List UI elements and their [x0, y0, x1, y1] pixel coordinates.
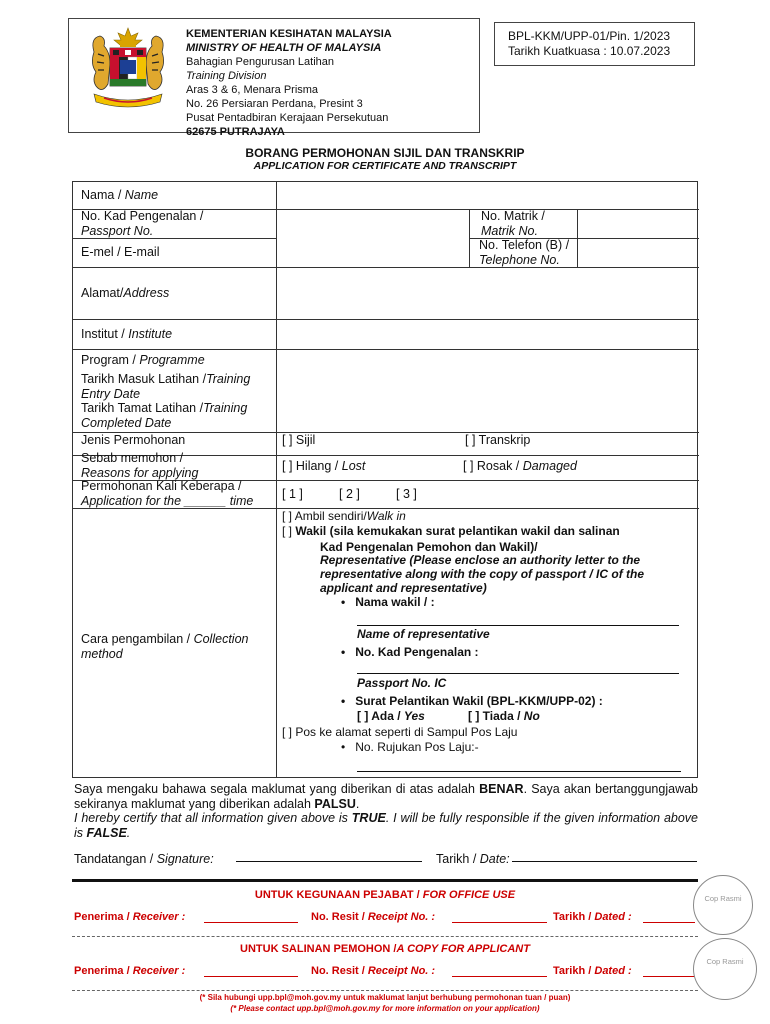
checkbox-walk-in[interactable]: [ ] Ambil sendiri/Walk in — [282, 509, 406, 523]
email-field[interactable] — [276, 238, 468, 266]
division-ms: Bahagian Pengurusan Latihan — [186, 56, 335, 68]
copy-date-line[interactable] — [643, 976, 695, 977]
label-address: Alamat/Address — [81, 286, 170, 300]
post-reference-label: • No. Rujukan Pos Laju:- — [341, 740, 479, 754]
office-receiver-label: Penerima / Receiver : — [74, 911, 186, 923]
checkbox-lost[interactable]: [ ] Hilang / Lost — [282, 459, 366, 473]
declaration-en: I hereby certify that all information given above is TRUE. I will be fully responsible if the given information above is FALSE. — [74, 811, 699, 840]
checkbox-times-3[interactable]: [ 3 ] — [396, 487, 417, 501]
label-ic: No. Kad Pengenalan / Passport No. — [81, 209, 204, 238]
cut-line-1 — [72, 936, 698, 937]
checkbox-times-1[interactable]: [ 1 ] — [282, 487, 303, 501]
rep-instruction-2: Kad Pengenalan Pemohon dan Wakil)/ — [320, 540, 538, 554]
checkbox-times-2[interactable]: [ 2 ] — [339, 487, 360, 501]
ministry-name-ms: KEMENTERIAN KESIHATAN MALAYSIA — [186, 28, 392, 40]
label-collection-method: Cara pengambilan / Collection method — [81, 632, 249, 661]
rep-instruction-3: Representative (Please enclose an authority letter to the — [320, 553, 641, 567]
label-phone: No. Telefon (B) / Telephone No. — [479, 238, 570, 267]
signature-label: Tandatangan / Signature: — [74, 852, 214, 866]
label-entry-date: Tarikh Masuk Latihan /Training Entry Date — [81, 372, 251, 401]
label-reason: Sebab memohon / Reasons for applying — [81, 451, 199, 480]
office-date-line[interactable] — [643, 922, 695, 923]
office-use-heading: UNTUK KEGUNAAN PEJABAT / FOR OFFICE USE — [254, 889, 516, 901]
checkbox-certificate[interactable]: [ ] Sijil — [282, 433, 316, 447]
label-email: E-mel / E-mail — [81, 245, 160, 259]
office-receiver-line[interactable] — [204, 922, 298, 923]
declaration-ms: Saya mengaku bahawa segala maklumat yang diberikan di atas adalah BENAR. Saya akan bertanggungjawab sekiranya maklumat yang diberikan adalah PALSU. — [74, 782, 698, 811]
cut-line-2 — [72, 990, 698, 991]
label-institute: Institut / Institute — [81, 327, 173, 341]
checkbox-letter-no[interactable]: [ ] Tiada / No — [468, 709, 540, 723]
footer-contact-en: (* Please contact upp.bpl@moh.gov.my for more information on your application) — [230, 1004, 540, 1013]
address-line-1: Aras 3 & 6, Menara Prisma — [186, 84, 319, 96]
division-en: Training Division — [186, 70, 267, 82]
postcode-city: 62675 PUTRAJAYA — [186, 126, 285, 138]
form-reference-box — [494, 22, 695, 66]
copy-receipt-label: No. Resit / Receipt No. : — [311, 965, 436, 977]
copy-date-label: Tarikh / Dated : — [553, 965, 632, 977]
address-line-2: No. 26 Persiaran Perdana, Presint 3 — [186, 98, 363, 110]
ministry-name-en: MINISTRY OF HEALTH OF MALAYSIA — [186, 42, 382, 54]
rep-instruction-4: representative along with the copy of passport / IC of the — [320, 567, 645, 581]
rep-name-label: • Nama wakil / : — [341, 595, 435, 609]
rep-letter-label: • Surat Pelantikan Wakil (BPL-KKM/UPP-02) : — [341, 694, 603, 708]
rep-ic-caption: Passport No. IC — [357, 676, 447, 690]
label-application-type: Jenis Permohonan — [81, 433, 186, 447]
malaysia-crest-logo — [80, 24, 176, 110]
rep-name-caption: Name of representative — [357, 627, 490, 641]
office-receipt-line[interactable] — [452, 922, 547, 923]
checkbox-post[interactable]: [ ] Pos ke alamat seperti di Sampul Pos Laju — [282, 725, 518, 739]
label-name: Nama / Name — [81, 188, 159, 202]
form-title: BORANG PERMOHONAN SIJIL DAN TRANSKRIP — [245, 146, 525, 160]
checkbox-representative[interactable]: [ ] Wakil (sila kemukakan surat pelantikan wakil dan salinan — [282, 524, 620, 538]
rep-instruction-5: applicant and representative) — [320, 581, 487, 595]
programme-dates-field[interactable] — [276, 349, 696, 429]
rep-ic-line[interactable] — [357, 673, 679, 674]
effective-date: Tarikh Kuatkuasa : 10.07.2023 — [508, 44, 671, 58]
checkbox-letter-yes[interactable]: [ ] Ada / Yes — [357, 709, 425, 723]
matrik-number-field[interactable] — [577, 208, 697, 236]
form-subtitle: APPLICATION FOR CERTIFICATE AND TRANSCRIPT — [253, 160, 517, 172]
label-application-times: Permohonan Kali Keberapa / Application for the ______ time — [81, 479, 254, 508]
date-line[interactable] — [512, 861, 697, 862]
date-label: Tarikh / Date: — [436, 852, 510, 866]
copy-receiver-line[interactable] — [204, 976, 298, 977]
label-completed-date: Tarikh Tamat Latihan /Training Completed Date — [81, 401, 248, 430]
post-reference-line[interactable] — [357, 771, 681, 772]
rep-name-line[interactable] — [357, 625, 679, 626]
signature-line[interactable] — [236, 861, 422, 862]
footer-contact-ms: (* Sila hubungi upp.bpl@moh.gov.my untuk maklumat lanjut berhubung permohonan tuan / puan) — [199, 993, 571, 1002]
form-code: BPL-KKM/UPP-01/Pin. 1/2023 — [508, 29, 671, 43]
checkbox-damaged[interactable]: [ ] Rosak / Damaged — [463, 459, 577, 473]
office-date-label: Tarikh / Dated : — [553, 911, 632, 923]
name-field[interactable] — [276, 182, 696, 207]
institute-field[interactable] — [276, 319, 696, 347]
address-line-3: Pusat Pentadbiran Kerajaan Persekutuan — [186, 112, 389, 124]
phone-field[interactable] — [577, 238, 697, 266]
office-divider — [72, 879, 698, 882]
address-field[interactable] — [276, 267, 696, 317]
copy-stamp-circle: Cop Rasmi — [693, 938, 757, 1000]
rep-ic-label: • No. Kad Pengenalan : — [341, 645, 479, 659]
label-programme: Program / Programme — [81, 353, 205, 367]
label-matrik: No. Matrik / Matrik No. — [481, 209, 545, 238]
ic-number-field[interactable] — [276, 208, 468, 236]
office-stamp-circle: Cop Rasmi — [693, 875, 753, 935]
letterhead-address — [186, 27, 392, 139]
checkbox-transcript[interactable]: [ ] Transkrip — [465, 433, 531, 447]
copy-receipt-line[interactable] — [452, 976, 547, 977]
office-receipt-label: No. Resit / Receipt No. : — [311, 911, 436, 923]
applicant-copy-heading: UNTUK SALINAN PEMOHON /A COPY FOR APPLICANT — [240, 943, 530, 955]
copy-receiver-label: Penerima / Receiver : — [74, 965, 186, 977]
